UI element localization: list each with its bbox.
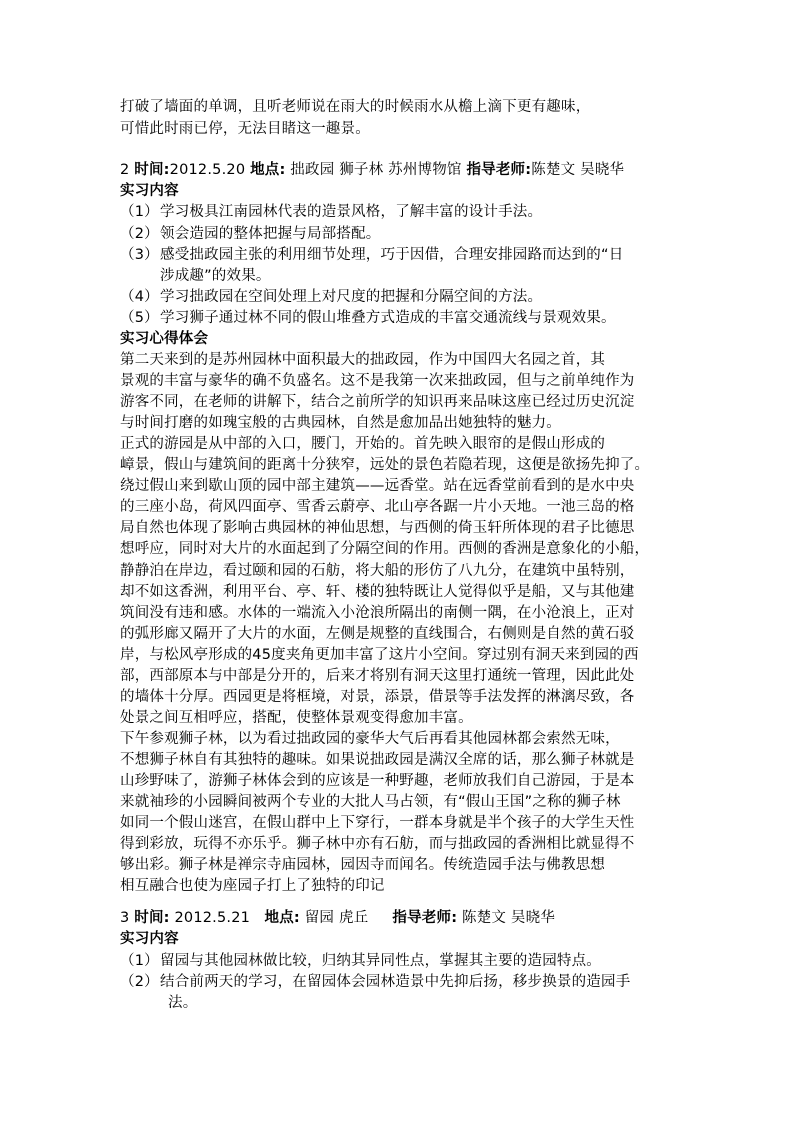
paragraph-line: 却不如这香洲，利用平台、亭、轩、楼的独特既让人觉得似乎是船，又与其他建	[120, 584, 635, 600]
time-label: 时间:	[134, 910, 170, 926]
paragraph-line: 处景之间互相呼应，搭配，使整体景观变得愈加丰富。	[120, 710, 473, 726]
place-label: 地点:	[264, 910, 300, 926]
time-value: 2012.5.21	[174, 910, 251, 926]
paragraph-line: 景观的丰富与豪华的确不负盛名。这不是我第一次来拙政园，但与之前单纯作为	[120, 373, 635, 389]
teacher-value: 陈楚文 吴晓华	[462, 910, 556, 926]
day2-header	[120, 159, 680, 181]
intro-line-1: 打破了墙面的单调，且听老师说在雨大的时候雨水从檐上滴下更有趣味，	[120, 99, 591, 115]
teacher-value: 陈楚文 吴晓华	[531, 162, 625, 178]
paragraph-line: 山珍野味了，游狮子林体会到的应该是一种野趣，老师放我们自己游园，于是本	[120, 773, 635, 789]
paragraph-line: 嶂景，假山与建筑间的距离十分狭窄，远处的景色若隐若现，这便是欲扬先抑了。	[120, 457, 650, 473]
paragraph-line: 绕过假山来到歇山顶的园中部主建筑——远香堂。站在远香堂前看到的是水中央	[120, 478, 635, 494]
paragraph-line: 局自然也体现了影响古典园林的神仙思想，与西侧的倚玉轩所体现的君子比德思	[120, 520, 635, 536]
intro-line-2: 可惜此时雨已停，无法目睹这一趣景。	[120, 121, 370, 137]
day2-content-heading: 实习内容	[120, 183, 179, 199]
paragraph-line: 想呼应，同时对大片的水面起到了分隔空间的作用。西侧的香洲是意象化的小船，	[120, 541, 650, 557]
paragraph-line: 的三座小岛，荷风四面亭、雪香云蔚亭、北山亭各踞一片小天地。一池三岛的格	[120, 499, 635, 515]
day3-content-heading: 实习内容	[120, 931, 179, 947]
list-item: （2）领会造园的整体把握与局部搭配。	[120, 226, 381, 242]
paragraph-line: 如同一个假山迷宫，在假山群中上下穿行，一群本身就是半个孩子的大学生天性	[120, 815, 635, 831]
paragraph-line: 静静泊在岸边，看过颐和园的石舫，将大船的形仿了八九分，在建筑中虽特别，	[120, 563, 635, 579]
paragraph-line: 不想狮子林自有其独特的趣味。如果说拙政园是满汉全席的话，那么狮子林就是	[120, 752, 635, 768]
paragraph-line: 得到彩放，玩得不亦乐乎。狮子林中亦有石舫，而与拙政园的香洲相比就显得不	[120, 836, 635, 852]
paragraph-line: 正式的游园是从中部的入口，腰门，开始的。首先映入眼帘的是假山形成的	[120, 436, 606, 452]
paragraph-line: 相互融合也使为座园子打上了独特的印记	[120, 878, 385, 894]
time-label: 时间:	[134, 162, 170, 178]
place-label: 地点:	[250, 162, 286, 178]
teacher-label: 指导老师:	[392, 910, 458, 926]
list-item: （5）学习狮子通过林不同的假山堆叠方式造成的丰富交通流线与景观效果。	[120, 310, 616, 326]
list-item: （4）学习拙政园在空间处理上对尺度的把握和分隔空间的方法。	[120, 289, 543, 305]
day-number: 3	[120, 910, 130, 926]
list-item: （2）结合前两天的学习，在留园体会园林造景中先抑后扬，移步换景的造园手	[120, 974, 631, 990]
paragraph-line: 岸，与松风亭形成的45度夹角更加丰富了这片小空间。穿过别有洞天来到园的西	[120, 647, 639, 663]
time-value: 2012.5.20	[169, 162, 246, 178]
paragraph-line: 第二天来到的是苏州园林中面积最大的拙政园，作为中国四大名园之首，其	[120, 352, 606, 368]
list-item: （3）感受拙政园主张的利用细节处理，巧于因借，合理安排园路而达到的“日	[120, 247, 624, 263]
paragraph-line: 筑间没有违和感。水体的一端流入小沧浪所隔出的南侧一隅，在小沧浪上，正对	[120, 605, 635, 621]
day-number: 2	[120, 162, 130, 178]
paragraph-line: 部，西部原本与中部是分开的，后来才将别有洞天这里打通统一管理，因此此处	[120, 668, 635, 684]
teacher-label: 指导老师:	[466, 162, 532, 178]
paragraph-line: 的弧形廊又隔开了大片的水面，左侧是规整的直线围合，右侧则是自然的黄石驳	[120, 626, 635, 642]
place-value: 拙政园 狮子林 苏州博物馆	[290, 162, 462, 178]
paragraph-line: 与时间打磨的如瑰宝般的古典园林，自然是愈加品出她独特的魅力。	[120, 415, 561, 431]
day2-reflection-heading: 实习心得体会	[120, 331, 209, 347]
place-value: 留园 虎丘	[304, 910, 369, 926]
day3-header	[120, 907, 680, 929]
list-item-continued: 涉成趣”的效果。	[160, 268, 271, 284]
paragraph-line: 的墙体十分厚。西园更是将框境，对景，添景，借景等手法发挥的淋漓尽致，各	[120, 689, 635, 705]
list-item-continued: 法。	[168, 995, 198, 1011]
paragraph-line: 够出彩。狮子林是禅宗寺庙园林，园因寺而闻名。传统造园手法与佛教思想	[120, 857, 606, 873]
paragraph-line: 下午参观狮子林，以为看过拙政园的豪华大气后再看其他园林都会索然无味，	[120, 731, 620, 747]
list-item: （1）留园与其他园林做比较，归纳其异同性点，掌握其主要的造园特点。	[120, 953, 601, 969]
paragraph-line: 游客不同，在老师的讲解下，结合之前所学的知识再来品味这座已经过历史沉淀	[120, 394, 635, 410]
list-item: （1）学习极具江南园林代表的造景风格，了解丰富的设计手法。	[120, 204, 543, 220]
paragraph-line: 来就袖珍的小园瞬间被两个专业的大批人马占领，有“假山王国”之称的狮子林	[120, 794, 621, 810]
